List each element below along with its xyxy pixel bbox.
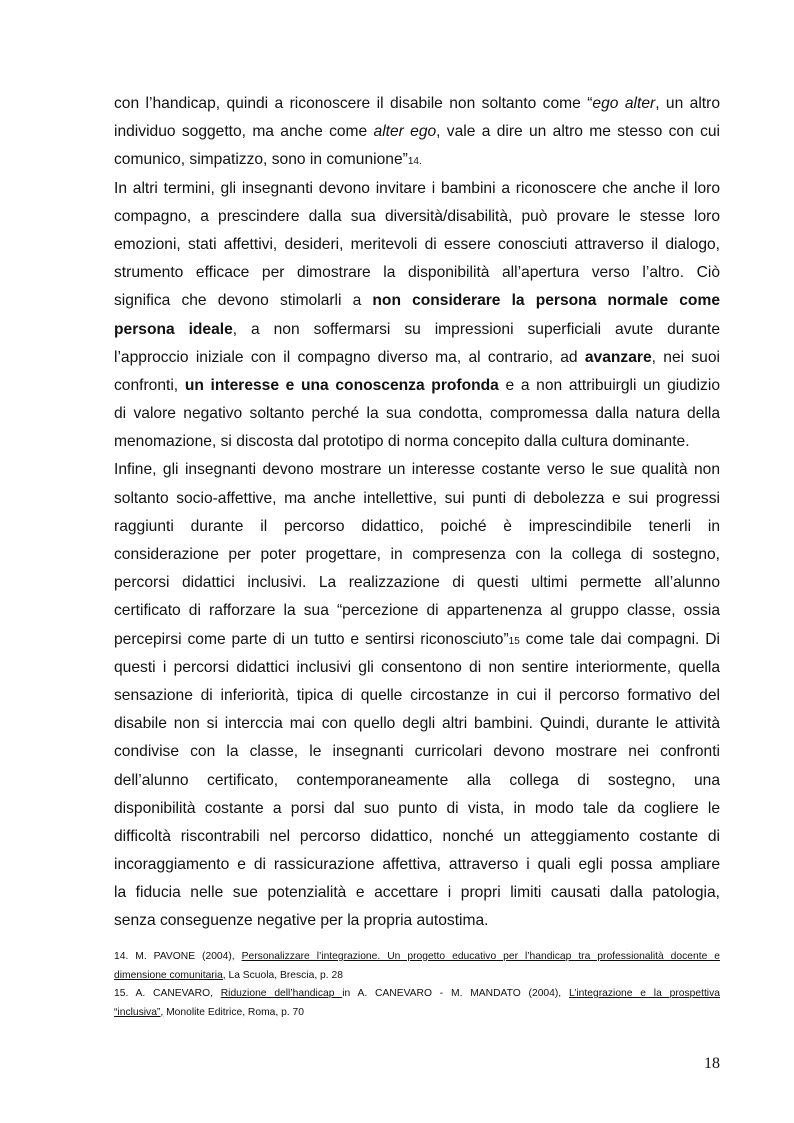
text-line: la fiducia nelle sue potenzialità e accettare i propri limiti causati dalla patologia, [114,884,720,902]
footnotes [114,948,720,1022]
text-line: percorsi didattici inclusivi. La realizzazione di questi ultimi permette all’alunno [114,574,720,592]
footnote-14: 14. M. PAVONE (2004), Personalizzare l’integrazione. Un progetto educativo per l’handicap tra professionalità docente e [114,951,720,962]
footnote-ref-15: 15 [508,635,520,647]
text-line: emozioni, stati affettivi, desideri, meritevoli di essere conosciuti attraverso il dialogo, [114,235,720,253]
text-line: soltanto socio-affettive, ma anche intellettive, sui punti di debolezza e sui progressi [114,489,720,507]
text-line: In altri termini, gli insegnanti devono invitare i bambini a riconoscere che anche il loro [114,179,720,197]
footnote-15: 15. A. CANEVARO, Riduzione dell’handicap in A. CANEVARO - M. MANDATO (2004), L’integrazione e la prospettiva [114,988,720,999]
text-line: percepirsi come parte di un tutto e sentirsi riconosciuto”15 come tale dai compagni. Di [114,630,720,648]
text-line: comunico, simpatizzo, sono in comunione”14. [114,151,422,169]
text-line: incoraggiamento e di rassicurazione affettiva, attraverso i quali egli possa ampliare [114,856,720,874]
footnote-14-cont: dimensione comunitaria, La Scuola, Brescia, p. 28 [114,969,343,981]
text-line: sensazione di inferiorità, tipica di quelle circostanze in cui il percorso formativo del [114,686,720,704]
page-number: 18 [704,1055,720,1072]
text-line: di valore negativo soltanto perché la sua condotta, compromessa dalla natura della [114,405,720,423]
text-line: questi i percorsi didattici inclusivi gli consentono di non sentire interiormente, quella [114,658,720,676]
text-line: con l’handicap, quindi a riconoscere il disabile non soltanto come “ego alter, un altro [114,95,720,112]
body-text [114,90,720,936]
footnote-ref-14: 14. [407,156,422,168]
text-line: condivise con la classe, le insegnanti curricolari devono mostrare nei confronti [114,743,720,761]
text-line: considerazione per poter progettare, in compresenza con la collega di sostegno, [114,546,720,563]
text-line: disponibilità costante a porsi dal suo punto di vista, in modo tale da cogliere le [114,799,720,817]
text-line: persona ideale, a non soffermarsi su impressioni superficiali avute durante [114,320,720,338]
text-line: individuo soggetto, ma anche come alter ego, vale a dire un altro me stesso con cui [114,123,720,141]
text-line: menomazione, si discosta dal prototipo di norma concepito dalla cultura dominante. [114,433,690,451]
text-line: strumento efficace per dimostrare la disponibilità all’apertura verso l’altro. Ciò [114,264,720,282]
text-line: dell’alunno certificato, contemporaneamente alla collega di sostegno, una [114,771,720,789]
text-line: Infine, gli insegnanti devono mostrare un interesse costante verso le sue qualità non [114,461,720,479]
text-line: confronti, un interesse e una conoscenza profonda e a non attribuirgli un giudizio [114,376,720,394]
footnote-15-cont: “inclusiva”, Monolite Editrice, Roma, p. 70 [114,1006,305,1018]
text-line: senza conseguenze negative per la propria autostima. [114,912,489,930]
text-line: significa che devono stimolarli a non considerare la persona normale come [114,292,720,310]
text-line: raggiunti durante il percorso didattico, poiché è imprescindibile tenerli in [114,517,720,535]
text-line: l’approccio iniziale con il compagno diverso ma, al contrario, ad avanzare, nei suoi [114,348,720,366]
text-line: compagno, a prescindere dalla sua diversità/disabilità, può provare le stesse loro [114,207,720,225]
text-line: certificato di rafforzare la sua “percezione di appartenenza al gruppo classe, ossia [114,602,720,620]
text-line: difficoltà riscontrabili nel percorso didattico, nonché un atteggiamento costante di [114,827,720,845]
text-line: disabile non si interccia mai con quello degli altri bambini. Quindi, durante le attività [114,715,720,733]
